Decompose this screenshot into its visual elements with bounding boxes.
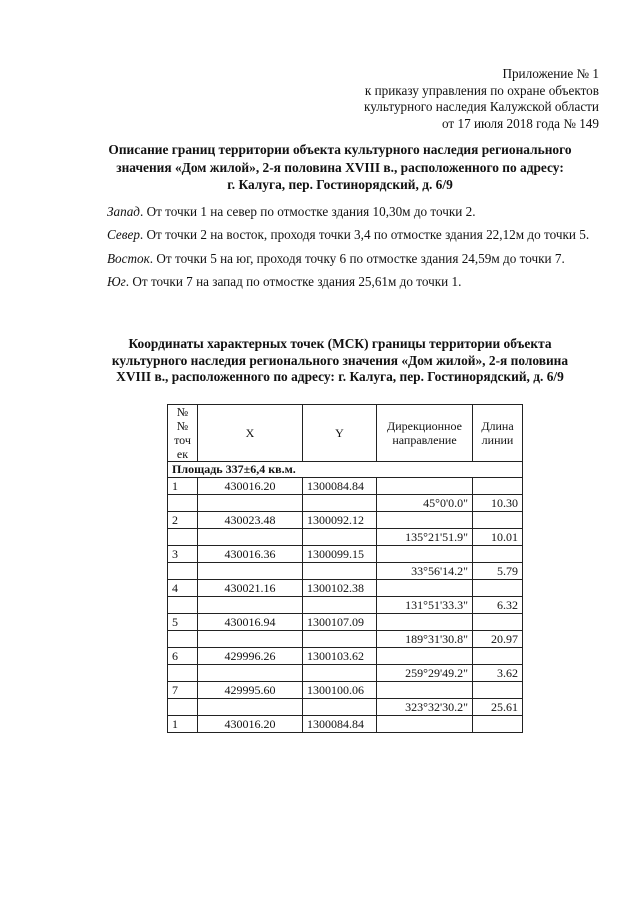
segment-length [473, 546, 523, 563]
segment-length: 10.30 [473, 495, 523, 512]
segment-direction [377, 580, 473, 597]
description-east [78, 250, 598, 267]
header-length [473, 405, 523, 462]
point-number: 2 [168, 512, 198, 529]
point-number [168, 699, 198, 716]
point-x [198, 631, 303, 648]
segment-direction: 189°31'30.8" [377, 631, 473, 648]
table-row [168, 682, 523, 699]
point-y [303, 563, 377, 580]
segment-length [473, 648, 523, 665]
segment-direction [377, 648, 473, 665]
header-dir-line-1: Дирекционное [387, 419, 462, 433]
description-title-line-1: Описание границ территории объекта культурного наследия регионального [108, 142, 572, 157]
point-x: 430016.94 [198, 614, 303, 631]
segment-length [473, 682, 523, 699]
appendix-line-3: культурного наследия Калужской области [364, 99, 599, 114]
description-east-text: . От точки 5 на юг, проходя точку 6 по отмостке здания 24,59м до точки 7. [149, 250, 565, 266]
point-number [168, 665, 198, 682]
coordinates-title-line-3: XVIII в., расположенного по адресу: г. Калуга, пер. Гостинорядский, д. 6/9 [116, 369, 564, 384]
point-x: 430023.48 [198, 512, 303, 529]
point-y [303, 699, 377, 716]
point-y: 1300092.12 [303, 512, 377, 529]
segment-direction [377, 614, 473, 631]
point-x: 430016.20 [198, 716, 303, 733]
point-y [303, 665, 377, 682]
description-west [78, 203, 598, 220]
header-num-line-1: № [176, 405, 189, 419]
appendix-header [364, 66, 599, 132]
description-south [78, 273, 598, 290]
point-x [198, 563, 303, 580]
table-row [168, 597, 523, 614]
description-north-text: . От точки 2 на восток, проходя точки 3,4 по отмостке здания 22,12м до точки 5. [139, 227, 590, 243]
point-number [168, 495, 198, 512]
header-dir-line-2: направление [392, 433, 457, 447]
table-row [168, 648, 523, 665]
direction-south-label: Юг [107, 274, 126, 290]
segment-length: 10.01 [473, 529, 523, 546]
point-number [168, 563, 198, 580]
description-north [78, 226, 598, 243]
segment-length [473, 580, 523, 597]
segment-direction [377, 716, 473, 733]
point-x [198, 529, 303, 546]
point-y: 1300103.62 [303, 648, 377, 665]
table-row [168, 699, 523, 716]
point-x: 429996.26 [198, 648, 303, 665]
point-y: 1300102.38 [303, 580, 377, 597]
point-y [303, 631, 377, 648]
header-num-line-2: № [176, 419, 189, 433]
header-len-line-1: Длина [481, 419, 514, 433]
table-row [168, 716, 523, 733]
segment-direction: 33°56'14.2" [377, 563, 473, 580]
point-number: 7 [168, 682, 198, 699]
description-title-line-2: значения «Дом жилой», 2-я половина XVIII в., расположенного по адресу: [116, 159, 564, 175]
segment-length: 5.79 [473, 563, 523, 580]
description-west-text: . От точки 1 на север по отмостке здания 10,30м до точки 2. [139, 204, 476, 219]
segment-length: 25.61 [473, 699, 523, 716]
header-len-line-2: линии [481, 433, 514, 447]
point-number: 1 [168, 478, 198, 495]
segment-direction [377, 546, 473, 563]
boundary-description [78, 203, 598, 297]
point-y [303, 495, 377, 512]
point-x [198, 699, 303, 716]
point-x [198, 665, 303, 682]
appendix-line-4: от 17 июля 2018 года № 149 [442, 115, 599, 131]
segment-length [473, 512, 523, 529]
table-row [168, 512, 523, 529]
direction-north-label: Север [107, 227, 140, 243]
segment-direction [377, 682, 473, 699]
table-row [168, 614, 523, 631]
point-number: 1 [168, 716, 198, 733]
header-num-line-4: ек [176, 447, 189, 461]
table-row [168, 580, 523, 597]
table-header-row [168, 405, 523, 462]
point-y: 1300084.84 [303, 478, 377, 495]
direction-east-label: Восток [107, 250, 150, 266]
segment-length [473, 478, 523, 495]
point-number [168, 631, 198, 648]
point-y: 1300107.09 [303, 614, 377, 631]
description-title-line-3: г. Калуга, пер. Гостинорядский, д. 6/9 [227, 177, 453, 192]
appendix-line-1: Приложение № 1 [502, 66, 599, 81]
appendix-line-2: к приказу управления по охране объектов [364, 82, 599, 98]
segment-length: 20.97 [473, 631, 523, 648]
point-y: 1300099.15 [303, 546, 377, 563]
point-x: 429995.60 [198, 682, 303, 699]
point-x: 430016.36 [198, 546, 303, 563]
header-x: X [198, 405, 303, 462]
table-row [168, 495, 523, 512]
description-title [60, 141, 620, 194]
segment-direction: 45°0'0.0" [377, 495, 473, 512]
header-num-line-3: точ [174, 433, 191, 447]
table-row [168, 478, 523, 495]
point-x: 430021.16 [198, 580, 303, 597]
point-number: 6 [168, 648, 198, 665]
segment-length [473, 716, 523, 733]
point-number: 5 [168, 614, 198, 631]
segment-length [473, 614, 523, 631]
header-direction [377, 405, 473, 462]
point-number: 4 [168, 580, 198, 597]
header-y: Y [303, 405, 377, 462]
segment-direction [377, 512, 473, 529]
point-y: 1300084.84 [303, 716, 377, 733]
coordinates-title-line-1: Координаты характерных точек (МСК) границы территории объекта [128, 336, 552, 351]
table-row [168, 546, 523, 563]
point-x [198, 597, 303, 614]
coordinates-title-line-2: культурного наследия регионального значения «Дом жилой», 2-я половина [111, 352, 569, 368]
point-number [168, 597, 198, 614]
coordinates-title [60, 336, 620, 386]
segment-direction [377, 478, 473, 495]
segment-direction: 323°32'30.2" [377, 699, 473, 716]
direction-west-label: Запад [107, 204, 140, 219]
description-south-text: . От точки 7 на запад по отмостке здания 25,61м до точки 1. [125, 274, 462, 290]
table-row [168, 529, 523, 546]
point-y [303, 529, 377, 546]
point-number: 3 [168, 546, 198, 563]
segment-direction: 259°29'49.2" [377, 665, 473, 682]
segment-length: 6.32 [473, 597, 523, 614]
segment-length: 3.62 [473, 665, 523, 682]
point-x: 430016.20 [198, 478, 303, 495]
segment-direction: 135°21'51.9" [377, 529, 473, 546]
point-y: 1300100.06 [303, 682, 377, 699]
table-row [168, 631, 523, 648]
point-x [198, 495, 303, 512]
header-point-number [168, 405, 198, 462]
area-row [168, 462, 523, 478]
point-number [168, 529, 198, 546]
area-cell: Площадь 337±6,4 кв.м. [168, 462, 523, 478]
table-row [168, 665, 523, 682]
coordinates-table [167, 404, 523, 733]
point-y [303, 597, 377, 614]
table-row [168, 563, 523, 580]
segment-direction: 131°51'33.3" [377, 597, 473, 614]
